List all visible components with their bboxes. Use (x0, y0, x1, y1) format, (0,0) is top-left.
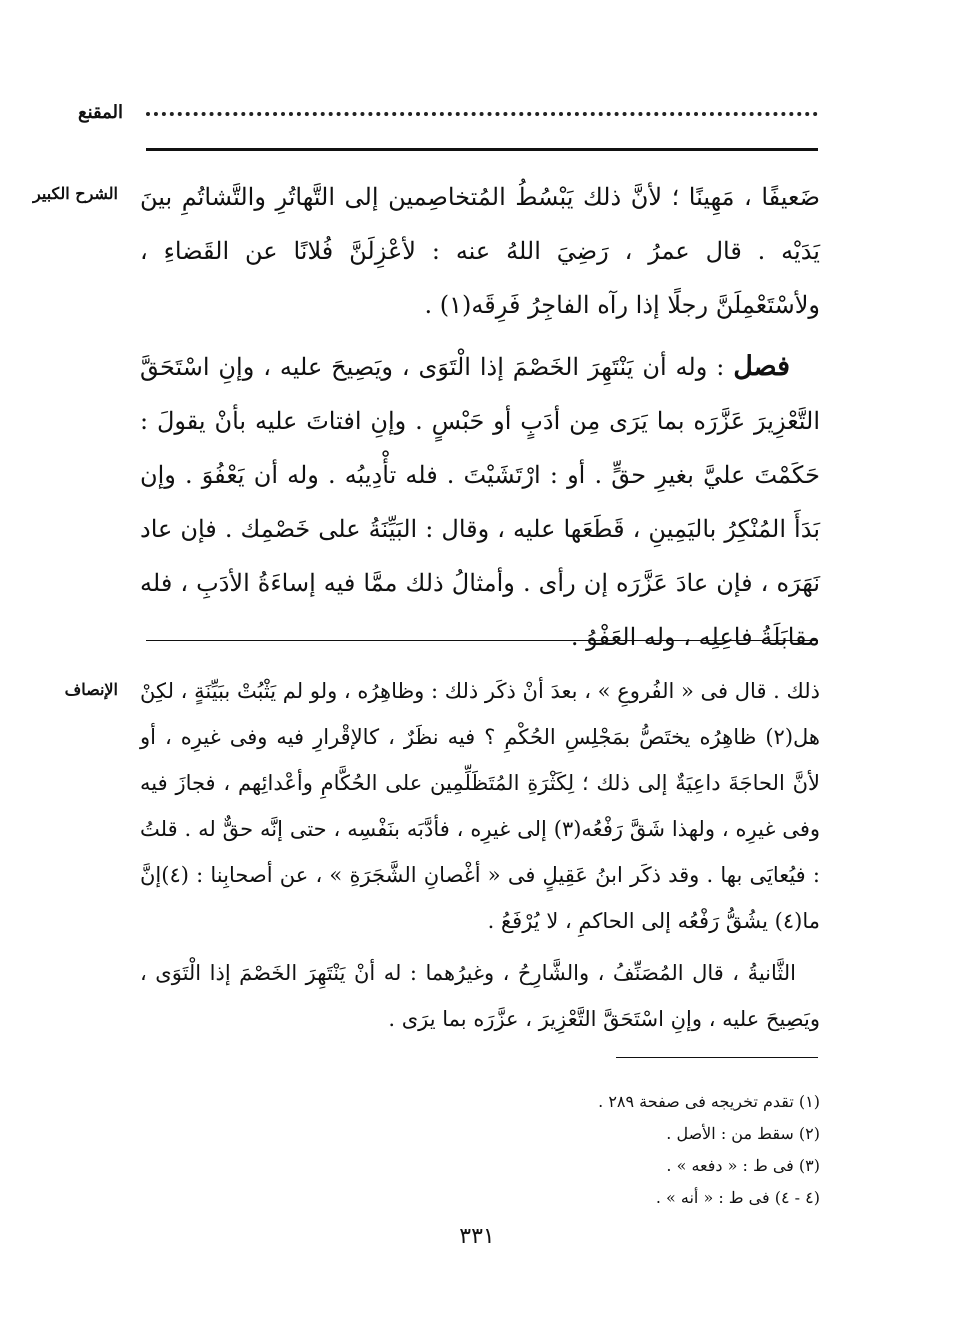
footnote-item: (٢) سقط من : الأصل . (666, 1124, 820, 1143)
footnote-item: (١) تقدم تخريجه فى صفحة ٢٨٩ . (598, 1092, 820, 1111)
section-divider (146, 640, 818, 641)
header-rule (146, 148, 818, 151)
insaf-paragraph-2: الثَّانيةُ ، قال المُصَنِّفُ ، والشَّارِحُ ، وغيرُهما : له أنْ يَنْتَهِرَ الخَصْمَ إذا الْتَوَى ، ويَصِيحَ عليه ، وإنِ اسْتَحَقَّ التَّعْزِيرَ ، عزَّرَه بما يرَى . (140, 961, 820, 1031)
sharh-paragraph-1: ضَعيفًا ، مَهِينًا ؛ لأنَّ ذلك يَبْسُطُ المُتخاصِمين إلى التَّهاتُرِ والتَّشاتُمِ بينَ يَدَيْه . قال عمرُ ، رَضِيَ اللهُ عنه : لأعْزِلَنَّ فُلانًا عن القَضاءِ ، ولأسْتَعْمِلَنَّ رجلًا إذا رآه الفاجِرُ فَرِقَه(١) . (140, 183, 820, 319)
header-dotted-rule (146, 112, 818, 116)
footnote-item: (٣) فى ط : « دفعه » . (666, 1156, 820, 1175)
section-label-sharh: الشرح الكبير (33, 184, 118, 203)
section-label-insaf: الإنصاف (64, 680, 118, 699)
footnotes (540, 1086, 820, 1214)
footnote-rule (616, 1057, 818, 1058)
sharh-paragraph-2 (140, 340, 820, 664)
running-header-title: المقنع (78, 102, 124, 123)
footnote-item: (٤ - ٤) فى ط : « أنه » . (655, 1188, 820, 1207)
insaf-paragraph-1: ذلك . قال فى « الفُروعِ » ، بعدَ أنْ ذكَر ذلك : وظاهِرُه ، ولو لم يَثْبُتْ ببَيِّنَةٍ ، لكِنْ هل(٢) ظاهِرُه يختَصُّ بمَجْلِسِ الحُكْمِ ؟ فيه نظَرٌ ، كالإقْرارِ فيه وفى غيرِه ، أو لأنَّ الحاجَةَ داعِيَةٌ إلى ذلك ؛ لِكَثْرَةِ المُتَظَلِّمِين على الحُكَّامِ وأعْدائِهم ، فجازَ فيه وفى غيرِه ، ولهذا شَقَّ رَفْعُه(٣) إلى غيرِه ، فأدَّبَه بنَفْسِه ، حتى إنَّه حقٌّ له . قلتُ : فيُعايَى بها . وقد ذكَر ابنُ عَقِيلٍ فى « أغْصانِ الشَّجَرَةِ » ، عن أصحابِنا : (٤)إنَّ ما(٤) يشُقُّ رَفْعُه إلى الحاكمِ ، لا يُرْفَعُ . (140, 679, 820, 933)
sharh-paragraph-2-text: : وله أن يَنْتَهِرَ الخَصْمَ إذا الْتَوَى ، ويَصِيحَ عليه ، وإنِ اسْتَحَقَّ التَّعْزِيرَ عَزَّرَه بما يَرَى مِن أدَبٍ أو حَبْسٍ . وإنِ افتاتَ عليه بأنْ يقولَ : حَكَمْتَ عليَّ بغيرِ حقٍّ . أو : ارْتَشَيْتَ . فله تأْدِيبُه . وله أن يَعْفُوَ . وإن بَدَأَ المُنْكِرُ باليَمِينِ ، قَطَعَها عليه ، وقال : البَيِّنَةُ على خَصْمِك . فإن عاد نَهَرَه ، فإن عادَ عَزَّرَه إن رأى . وأمثالُ ذلك ممَّا فيه إساءَةُ الأدَبِ ، فله مقابَلَةُ فاعِلِه ، وله العَفْوُ . (140, 353, 821, 651)
sharh-text-block (140, 170, 820, 664)
page-number: ٣٣١ (459, 1224, 495, 1249)
insaf-text-block (140, 668, 820, 1042)
fasl-keyword: فصل (733, 351, 790, 382)
